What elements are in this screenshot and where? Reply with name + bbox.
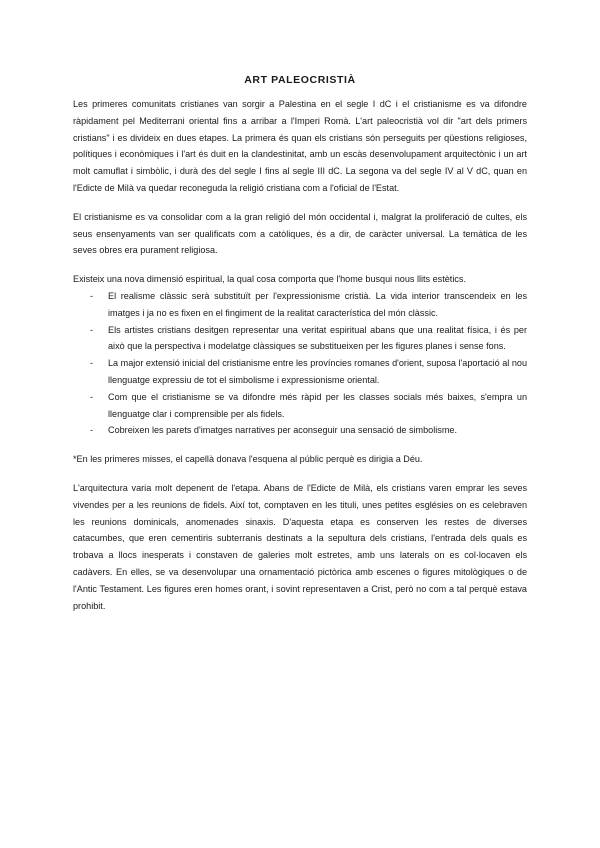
paragraph-spiritual-dimension: Existeix una nova dimensió espiritual, la qual cosa comporta que l'home busqui nous llits estètics. <box>73 274 466 285</box>
bullet-marker: - <box>90 391 94 402</box>
document-page <box>73 74 527 626</box>
list-item-text: El realisme clàssic serà substituït per l'expressionisme cristià. La vida interior transcendeix en les imatges i ja no es fixen en el fingiment de la realitat característica del món clàssic. <box>108 290 527 318</box>
list-item-text: Els artistes cristians desitgen representar una veritat espiritual abans que una realitat física, i és per això que la perspectiva i modelatge clàssiques se substitueixen per les figures planes i sense fons. <box>108 324 527 352</box>
paragraph-consolidation: El cristianisme es va consolidar com a la gran religió del món occidental i, malgrat la proliferació de cultes, els seus ensenyaments van ser qualificats com a catòliques, és a dir, de caràcter universal. La temàtica de les seves obres era purament religiosa. <box>73 211 527 256</box>
list-item-text: Cobreixen les parets d'imatges narratives per aconseguir una sensació de simbolisme. <box>108 425 457 436</box>
list-item-text: Com que el cristianisme se va difondre més ràpid per les classes socials més baixes, s'empra un llenguatge clar i comprensible per als fidels. <box>108 391 527 419</box>
characteristics-list <box>73 288 527 439</box>
list-item <box>73 288 527 322</box>
bullet-marker: - <box>90 358 94 369</box>
list-item-text: La major extensió inicial del cristianisme entre les províncies romanes d'orient, suposa l'aportació al nou llenguatge expressiu de tot el simbolisme i expressionisme oriental. <box>108 358 527 385</box>
list-item <box>73 422 527 439</box>
list-item <box>73 355 527 389</box>
paragraph-intro: Les primeres comunitats cristianes van sorgir a Palestina en el segle I dC i el cristianisme es va difondre ràpidament pel Mediterrani oriental fins a arribar a l'Imperi Romà. L'art paleocristià vol dir "art dels primers cristians" i es divideix en dues etapes. La primera és quan els cristians són perseguits per qüestions religioses, polítiques i econòmiques i l'art és duit en la clandestinitat, amb un escàs desenvolupament arquitectònic i un art molt camuflat i simbòlic, i durà des del segle I fins al segle III dC. La segona va del segle IV al V dC, quan en l'Edicte de Milà va quedar reconeguda la religió cristiana com a l'oficial de l'Estat. <box>73 99 527 193</box>
footnote-mass: *En les primeres misses, el capellà donava l'esquena al públic perquè es dirigia a Déu. <box>73 454 423 465</box>
list-item <box>73 389 527 423</box>
bullet-marker: - <box>90 324 94 335</box>
list-item <box>73 322 527 356</box>
bullet-marker: - <box>90 425 94 436</box>
document-title: ART PALEOCRISTIÀ <box>244 74 356 86</box>
paragraph-architecture: L'arquitectura varia molt depenent de l'etapa. Abans de l'Edicte de Milà, els cristians varen emprar les seves vivendes per a les reunions de fidels. Així tot, comptaven en les tituli, unes petites esglésies on es celebraven les reunions dominicals, anomenades sinaxis. D'aquesta etapa es conserven les restes de diverses catacumbes, que eren cementiris subterranis destinats a la sepultura dels cristians, l'entrada dels quals es trobava a llocs inesperats i constaven de galeries molt estretes, amb uns laterals on es col·locaven els cadàvers. En elles, se va desenvolupar una ornamentació pictòrica amb escenes o figures mitològiques o de l'Antic Testament. Les figures eren homes orant, i sovint representaven a Crist, però no com a tal perquè estava prohibit. <box>73 482 527 611</box>
bullet-marker: - <box>90 290 94 301</box>
